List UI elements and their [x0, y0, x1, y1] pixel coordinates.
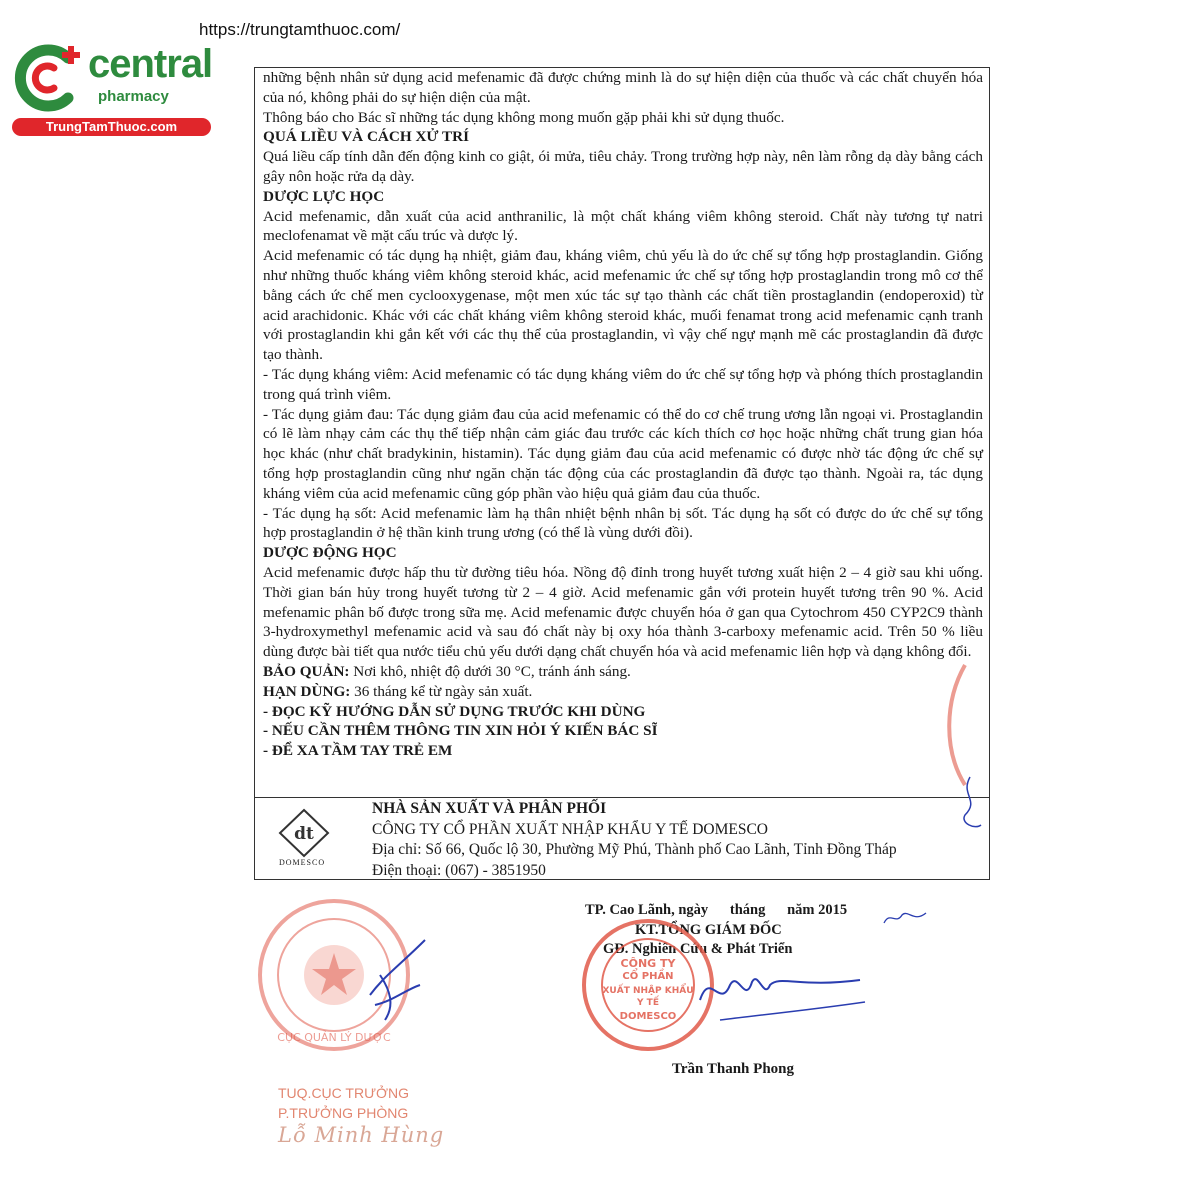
signer-role-1: KT.TỔNG GIÁM ĐỐC — [635, 921, 782, 938]
svg-text:DOMESCO: DOMESCO — [619, 1011, 677, 1022]
svg-text:dt: dt — [294, 824, 314, 844]
storage-label: BẢO QUẢN: — [263, 662, 350, 680]
svg-text:CÔNG TY: CÔNG TY — [620, 957, 676, 970]
svg-text:CỤC QUẢN LÝ DƯỢC: CỤC QUẢN LÝ DƯỢC — [277, 1031, 391, 1044]
source-url[interactable]: https://trungtamthuoc.com/ — [199, 20, 401, 39]
storage-text: Nơi khô, nhiệt độ dưới 30 °C, tránh ánh sáng. — [349, 662, 631, 680]
manufacturer-phone: Điện thoại: (067) - 3851950 — [372, 861, 546, 879]
manufacturer-divider — [255, 797, 989, 798]
warning-keep-away-children: - ĐỂ XA TẦM TAY TRẺ EM — [263, 742, 453, 760]
svg-text:XUẤT NHẬP KHẨU: XUẤT NHẬP KHẨU — [602, 986, 694, 996]
manufacturer-company: CÔNG TY CỔ PHẦN XUẤT NHẬP KHẨU Y TẾ DOMESCO — [372, 820, 768, 838]
heading-overdose: QUÁ LIỀU VÀ CÁCH XỬ TRÍ — [263, 128, 470, 146]
signer-role-2: GĐ. Nghiên Cứu & Phát Triển — [603, 941, 793, 957]
svg-text:CỔ PHẦN: CỔ PHẦN — [622, 971, 674, 982]
paragraph-bile: những bệnh nhân sử dụng acid mefenamic đã được chứng minh là do sự hiện diện của thuốc và các chất chuyển hóa của nó, không phải do sự hiện diện của mật. — [263, 69, 983, 106]
agency-role-1: TUQ.CỤC TRƯỞNG — [278, 1085, 410, 1101]
paragraph-report: Thông báo cho Bác sĩ những tác dụng không mong muốn gặp phải khi sử dụng thuốc. — [263, 108, 785, 126]
brand-website-band: TrungTamThuoc.com — [12, 118, 211, 136]
brand-name: central — [88, 42, 213, 86]
paragraph-pd-antipyretic: - Tác dụng hạ sốt: Acid mefenamic làm hạ thân nhiệt bệnh nhân bị sốt. Tác dụng hạ sốt có được do ức chế sự tổng hợp prostaglandin ở hệ thần kinh trung ương (có thể là vùng dưới đồi). — [263, 504, 983, 542]
svg-text:Y TẾ: Y TẾ — [637, 998, 659, 1008]
margin-stamp-icon — [935, 660, 975, 790]
warning-read-instructions: - ĐỌC KỸ HƯỚNG DẪN SỬ DỤNG TRƯỚC KHI DÙNG — [263, 702, 646, 720]
brand-subtitle: pharmacy — [98, 88, 169, 105]
expiry-label: HẠN DÙNG: — [263, 682, 351, 700]
agency-signature-icon — [365, 935, 435, 1025]
place-date: TP. Cao Lãnh, ngày tháng năm 2015 — [585, 902, 848, 918]
pharmacy-cross-logo-icon — [10, 38, 90, 118]
leaflet-body — [263, 68, 983, 761]
paragraph-pd-1: Acid mefenamic, dẫn xuất của acid anthranilic, là một chất kháng viêm không steroid. Chất này tương tự natri meclofenamat về mặt cấu trúc và dược lý. — [263, 207, 983, 245]
domesco-logo-icon — [278, 808, 330, 858]
manufacturer-title: NHÀ SẢN XUẤT VÀ PHÂN PHỐI — [372, 800, 607, 817]
paragraph-pk: Acid mefenamic được hấp thu từ đường tiêu hóa. Nồng độ đỉnh trong huyết tương xuất hiện 2 – 4 giờ sau khi uống. Thời gian bán hủy trong huyết tương từ 2 – 4 giờ. Acid mefenamic gắn với protein huyết tương trên 90 %. Acid mefenamic phân bố được trong sữa mẹ. Acid mefenamic được chuyển hóa ở gan qua Cytochrom 450 CYP2C9 thành 3-hydroxymethyl mefenamic acid và sau đó chất này bị oxy hóa thành 3-carboxy mefenamic acid. Trên 50 % liều dùng được bài tiết qua nước tiểu chủ yếu dưới dạng chất chuyển hóa và acid mefenamic liên hợp và dạng không đổi. — [263, 563, 983, 661]
expiry-line — [263, 682, 983, 702]
manufacturer-address: Địa chỉ: Số 66, Quốc lộ 30, Phường Mỹ Phú, Thành phố Cao Lãnh, Tỉnh Đồng Tháp — [372, 841, 897, 858]
heading-pharmacodynamics: DƯỢC LỰC HỌC — [263, 187, 385, 205]
paragraph-pd-anti-inflammatory: - Tác dụng kháng viêm: Acid mefenamic có tác dụng kháng viêm do ức chế sự tổng hợp và phóng thích prostaglandin trong quá trình viêm. — [263, 365, 983, 403]
agency-role-2: P.TRƯỞNG PHÒNG — [278, 1105, 409, 1121]
central-pharmacy-logo[interactable] — [10, 38, 215, 138]
storage-line — [263, 662, 983, 682]
agency-signer-block — [278, 1083, 444, 1145]
signer-name: Trần Thanh Phong — [672, 1061, 794, 1077]
expiry-text: 36 tháng kể từ ngày sản xuất. — [350, 682, 533, 700]
heading-pharmacokinetics: DƯỢC ĐỘNG HỌC — [263, 544, 397, 562]
paragraph-pd-analgesic: - Tác dụng giảm đau: Tác dụng giảm đau của acid mefenamic có thể do cơ chế trung ương lẫn ngoại vi. Prostaglandin có lẽ làm nhạy cảm các thụ thể tiếp nhận cảm giác đau trước các kích thích cơ học hoặc những chất trung gian hóa học khác (như chất bradykinin, histamin). Tác dụng giảm đau của acid mefenamic có được nhờ tác động ức chế sự tổng hợp prostaglandin cũng như ngăn chặn tác động của các prostaglandin đã được tạo thành. Ngoài ra, tác dụng kháng viêm của acid mefenamic cũng góp phần vào hiệu quả giảm đau của thuốc. — [263, 405, 983, 502]
domesco-logo-label: DOMESCO — [279, 858, 326, 867]
initials-icon — [880, 905, 930, 930]
director-signature-icon — [690, 960, 870, 1030]
manufacturer-block — [372, 799, 897, 881]
paragraph-overdose: Quá liều cấp tính dẫn đến động kinh co giật, ói mửa, tiêu chảy. Trong trường hợp này, nên làm rỗng dạ dày bằng cách gây nôn hoặc rửa dạ dày. — [263, 148, 983, 185]
warning-ask-doctor: - NẾU CẦN THÊM THÔNG TIN XIN HỎI Ý KIẾN BÁC SĨ — [263, 722, 658, 740]
margin-signature-icon — [955, 775, 985, 835]
paragraph-pd-2: Acid mefenamic có tác dụng hạ nhiệt, giảm đau, kháng viêm, chủ yếu là do ức chế sự tổng hợp prostaglandin. Giống như những thuốc kháng viêm không steroid khác, acid mefenamic ức chế sự tổng hợp prostaglandin trong mô cơ thể bằng cách ức chế men cyclooxygenase, một men xúc tác sự tạo thành các chất tiền prostaglandin (endoperoxid) từ acid arachidonic. Khác với các chất kháng viêm không steroid khác, muối fenamat trong acid mefenamic cạnh tranh với prostaglandin khi gắn kết với các thụ thể của prostaglandin, vì vậy chế ngự mạnh mẽ các prostaglandin đã được tạo thành. — [263, 247, 983, 364]
agency-signer-name: Lỗ Minh Hùng — [278, 1123, 445, 1147]
